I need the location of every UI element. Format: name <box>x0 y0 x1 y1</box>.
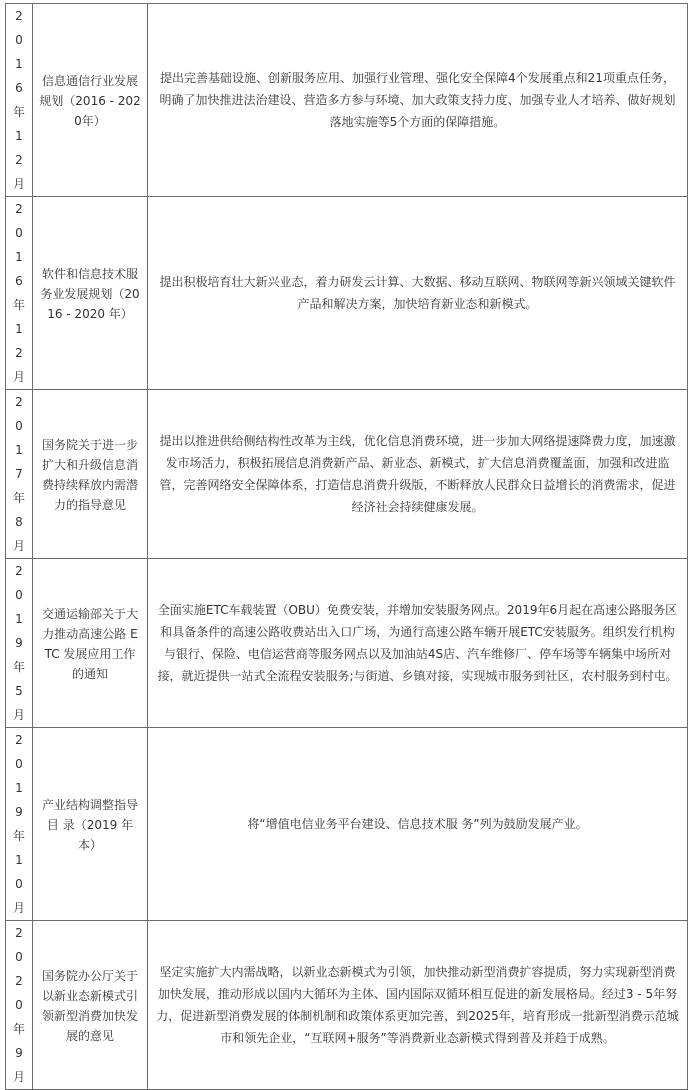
row-title: 软件和信息技术服务业发展规划（2016 - 2020 年） <box>40 267 140 321</box>
date-cell <box>6 390 33 559</box>
row-title: 国务院办公厅关于以新业态新模式引领新型消费加快发展的意见 <box>41 969 138 1043</box>
row-date: 2019年5月 <box>13 564 26 722</box>
row-title: 产业结构调整指导目 录（2019 年本） <box>41 798 138 852</box>
description-cell <box>148 390 688 559</box>
title-cell <box>33 921 148 1090</box>
row-description: 全面实施ETC车载装置（OBU）免费安装，并增加安装服务网点。2019年6月起在高速公路服务区和具备条件的高速公路收费站出入口广场，为通行高速公路车辆开展ETC安装服务。组织发行机构与银行、保险、电信运营商等服务网点以及加油站4S店、汽车维修厂、停车场等车辆集中场所对接，就近提供一站式全流程安装服务;与街道、乡镇对接，实现城市服务到社区，农村服务到村屯。 <box>157 603 678 683</box>
table-row <box>6 4 688 197</box>
title-cell <box>33 197 148 390</box>
row-date: 2020年9月 <box>13 926 26 1084</box>
row-title: 国务院关于进一步扩大和升级信息消费持续释放内需潜力的指导意见 <box>41 438 138 512</box>
date-cell <box>6 921 33 1090</box>
title-cell <box>33 4 148 197</box>
row-date: 2016年12月 <box>13 9 26 191</box>
table-row <box>6 197 688 390</box>
date-cell <box>6 559 33 728</box>
table-row <box>6 390 688 559</box>
row-title: 交通运输部关于大力推动高速公路 ETC 发展应用工作的通知 <box>41 607 138 681</box>
policy-table <box>5 3 688 1090</box>
row-description: 提出以推进供给侧结构性改革为主线，优化信息消费环境，进一步加大网络提速降费力度，加速激发市场活力，积极拓展信息消费新产品、新业态、新模式，扩大信息消费覆盖面，加强和改进监管，完善网络安全保障体系，打造信息消费升级版，不断释放人民群众日益增长的消费需求，促进经济社会持续健康发展。 <box>159 434 676 514</box>
description-cell <box>148 728 688 921</box>
description-cell <box>148 921 688 1090</box>
description-cell <box>148 4 688 197</box>
row-date: 2019年10月 <box>13 733 26 915</box>
row-description: 提出完善基础设施、创新服务应用、加强行业管理、强化安全保障4个发展重点和21项重点任务，明确了加快推进法治建设、营造多方参与环境、加大政策支持力度、加强专业人才培养、做好规划落地实施等5个方面的保障措施。 <box>159 71 676 129</box>
row-date: 2017年8月 <box>13 395 26 553</box>
description-cell <box>148 559 688 728</box>
row-date: 2016年12月 <box>13 202 26 384</box>
title-cell <box>33 728 148 921</box>
table-row <box>6 728 688 921</box>
table-row <box>6 921 688 1090</box>
row-title: 信息通信行业发展规划（2016 - 2020年） <box>39 74 141 128</box>
title-cell <box>33 390 148 559</box>
title-cell <box>33 559 148 728</box>
description-cell <box>148 197 688 390</box>
row-description: 将“增值电信业务平台建设、信息技术服 务”列为鼓励发展产业。 <box>247 817 588 831</box>
row-description: 提出积极培育壮大新兴业态，着力研发云计算、大数据、移动互联网、物联网等新兴领域关键软件产品和解决方案，加快培育新业态和新模式。 <box>159 275 676 311</box>
date-cell <box>6 728 33 921</box>
table-row <box>6 559 688 728</box>
date-cell <box>6 197 33 390</box>
row-description: 坚定实施扩大内需战略，以新业态新模式为引领，加快推动新型消费扩容提质，努力实现新型消费加快发展，推动形成以国内大循环为主体、国内国际双循环相互促进的新发展格局。经过3 - 5年努力，促进新型消费发展的体制机制和政策体系更加完善，到2025年，培育形成一批新型消费示范城市和领先企业，“互联网+服务”等消费新业态新模式得到普及并趋于成熟。 <box>156 965 679 1045</box>
date-cell <box>6 4 33 197</box>
